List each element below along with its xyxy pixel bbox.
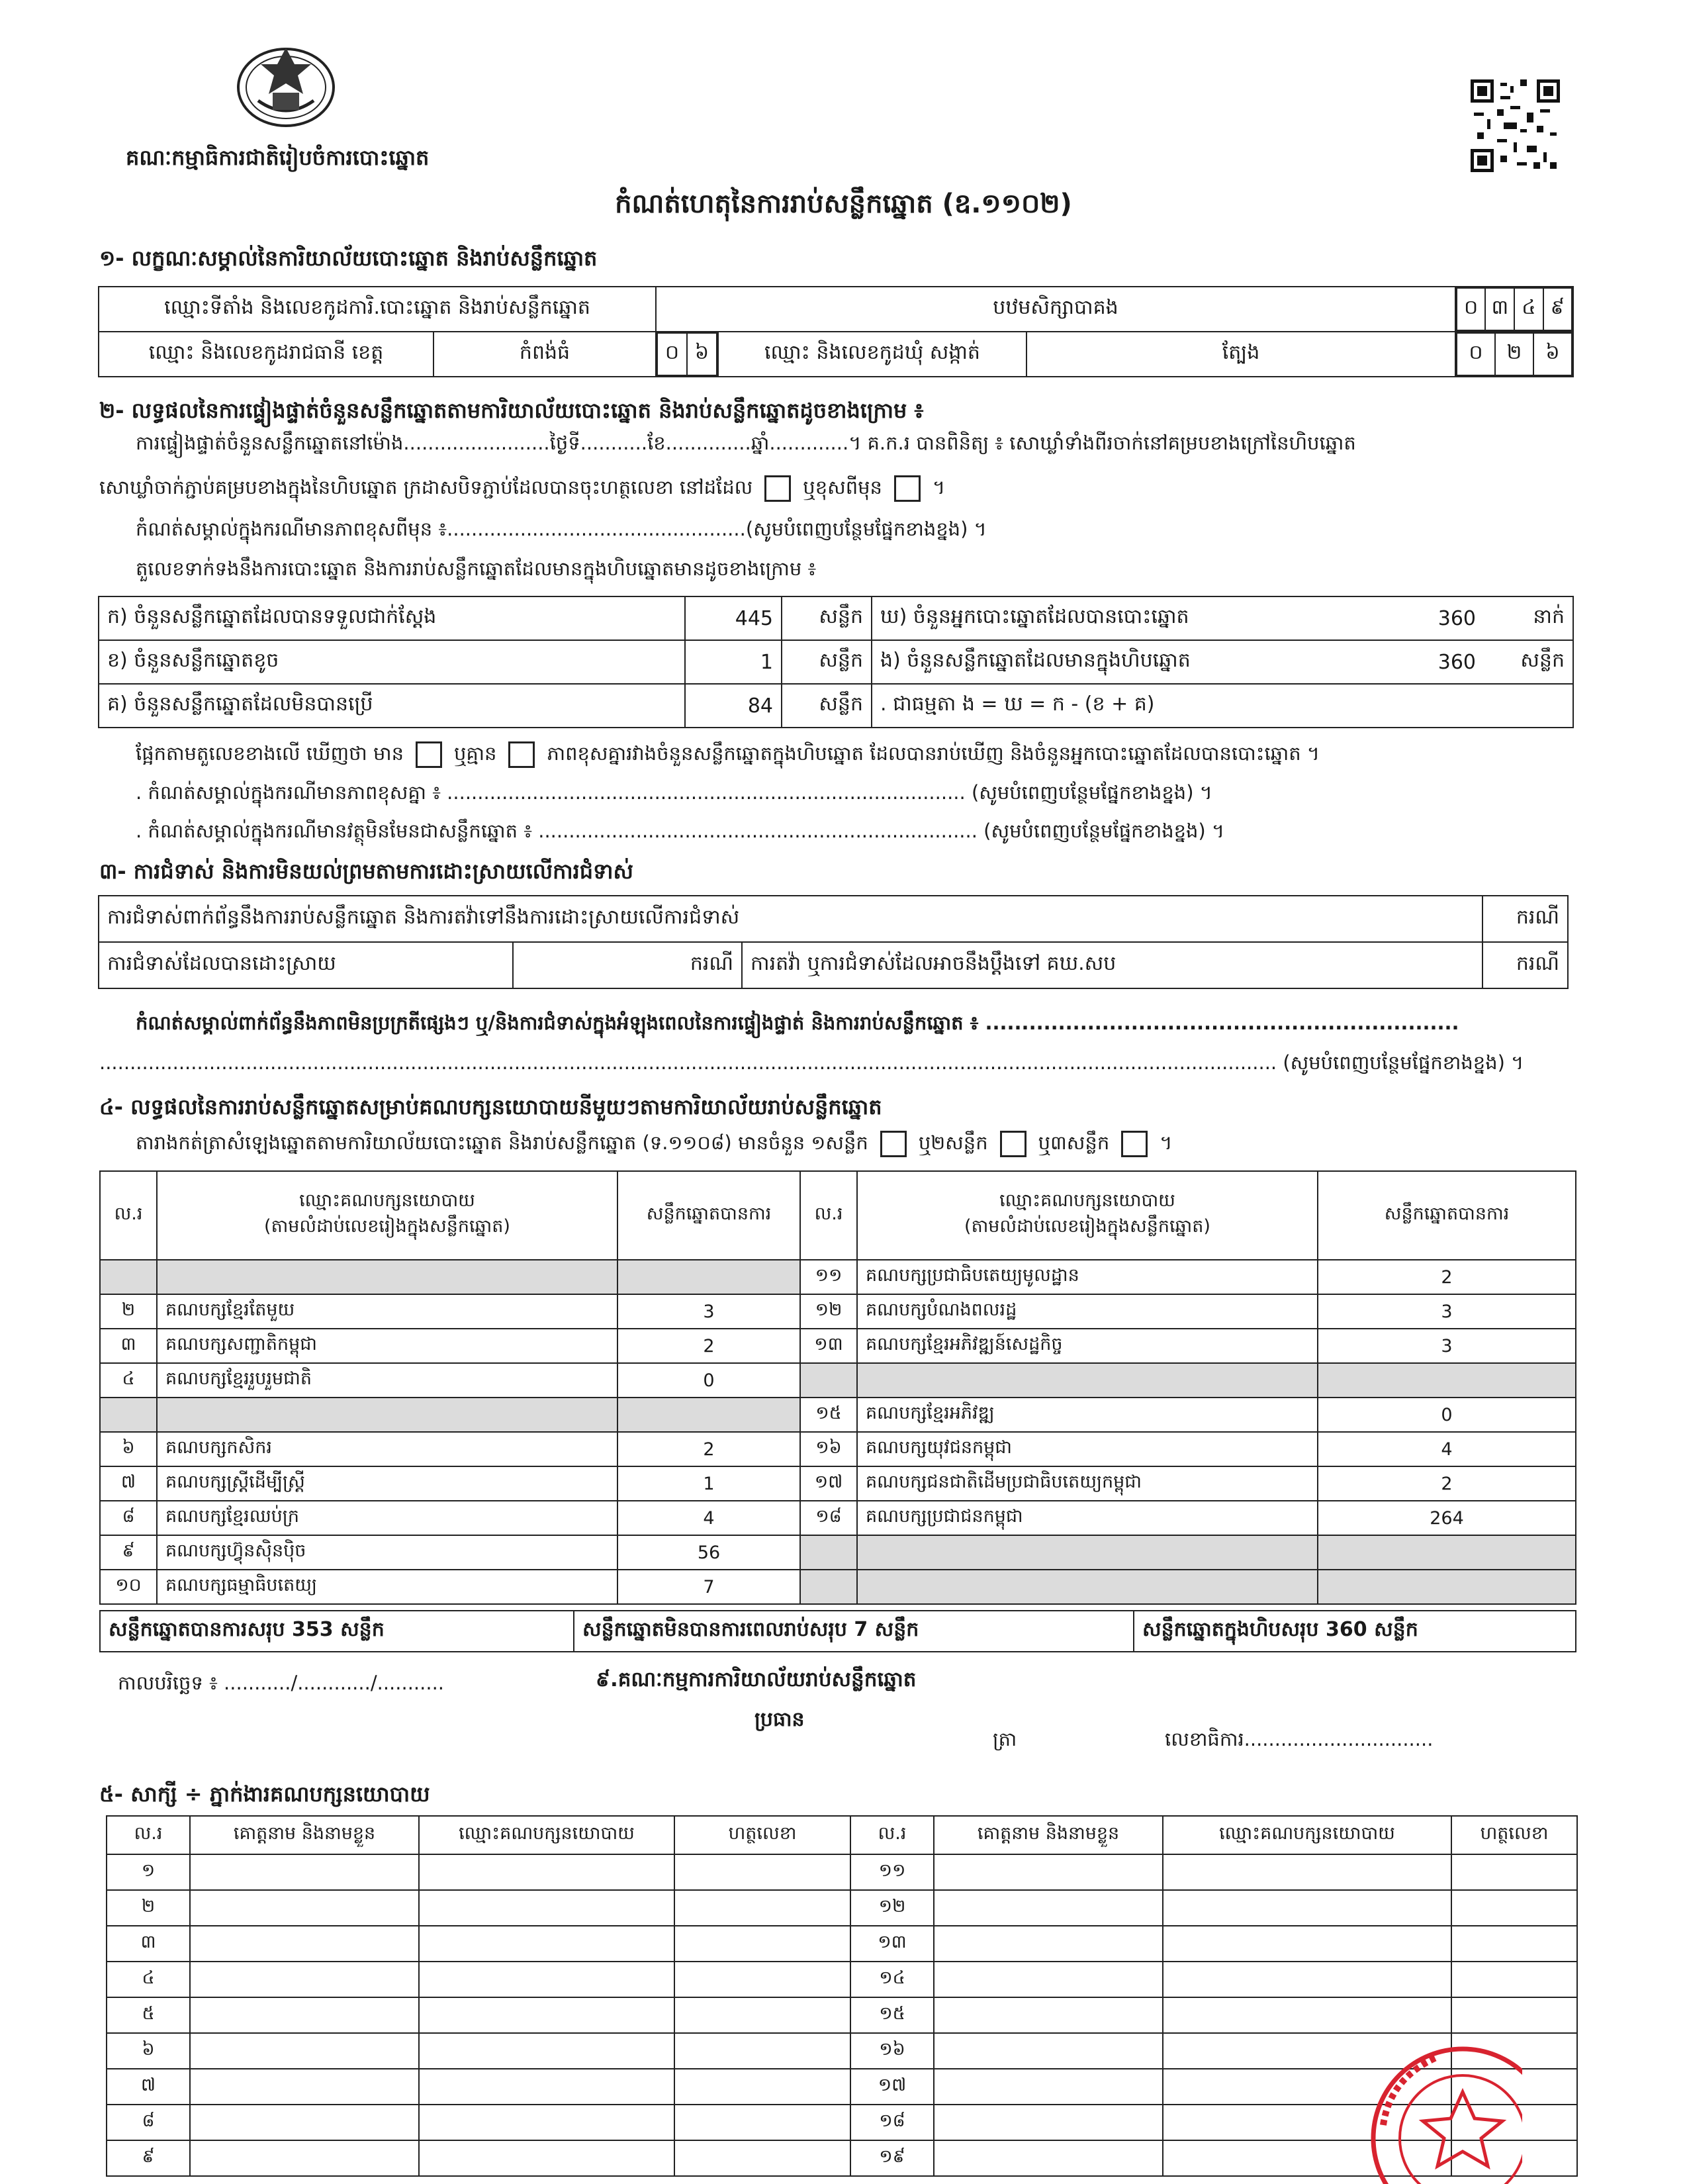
witness-no: ៩ [107,2140,190,2176]
party-no: ៨ [100,1501,157,1535]
witness-party-cell[interactable] [419,1926,674,1962]
party-name: គណបក្សប្រជាជនកម្ពុជា [857,1501,1318,1535]
station-code-digit: ៣ [1485,288,1514,330]
witness-party-cell[interactable] [1163,1890,1451,1926]
party-no: ១៥ [800,1398,857,1432]
party-votes: 3 [1318,1329,1576,1363]
party-votes: 264 [1318,1501,1576,1535]
has-discrepancy-checkbox[interactable] [416,741,442,768]
changed-label: ឬខុសពីមុន [803,476,882,499]
party-votes: 4 [1318,1432,1576,1466]
section1-heading: ១- លក្ខណៈសម្គាល់នៃការិយាល័យបោះឆ្នោត និងរាប់សន្លឹកឆ្នោត [99,246,598,271]
formula: . ជាធម្មតា ង = ឃ = ក - (ខ + គ) [872,684,1573,728]
witness-party-cell[interactable] [419,2033,674,2069]
witness-party-cell[interactable] [419,1854,674,1890]
witness-sign-cell[interactable] [674,1926,850,1962]
col-header-party-line2: (តាមលំដាប់លេខរៀងក្នុងសន្លឹកឆ្នោត) [964,1216,1210,1237]
witness-name-cell[interactable] [190,1854,419,1890]
witness-sign-cell[interactable] [1451,1962,1577,1997]
party-votes: 4 [617,1501,800,1535]
section4-heading: ៤- លទ្ធផលនៃការរាប់សន្លឹកឆ្នោតសម្រាប់គណបក្សនយោបាយនីមួយៗតាមការិយាល័យរាប់សន្លឹកឆ្នោត [99,1094,882,1119]
witness-sign-cell[interactable] [1451,1854,1577,1890]
col-header-no: ល.រ [800,1171,857,1260]
witness-col-name: គោត្តនាម និងនាមខ្លួន [190,1816,419,1854]
irregularity-note: កំណត់សម្គាល់ពាក់ព័ន្ធនឹងភាពមិនប្រក្រតីផ្សេងៗ ឬ/និងការជំទាស់ក្នុងអំឡុងពេលនៃការផ្ទៀងផ្ទាត់ និងការរាប់សន្លឹកឆ្នោត ៖ ................................................................. [136,1012,1459,1034]
col-header-party [857,1171,1318,1260]
same-checkbox[interactable] [764,475,791,502]
witness-no: ១ [107,1854,190,1890]
commune-code-digit: ៦ [1533,333,1572,375]
party-name: គណបក្សខ្មែរអភិវឌ្ឍ [857,1398,1318,1432]
tally-sheet-line [136,1131,1172,1159]
seal-line-end: ។ [932,476,946,499]
party-name: គណបក្សប្រជាធិបតេយ្យមូលដ្ឋាន [857,1260,1318,1294]
witness-col-sign: ហត្ថលេខា [674,1816,850,1854]
seal-label: ត្រា [993,1728,1017,1750]
party-votes: 7 [617,1570,800,1604]
two-sheets-label: ឬ២សន្លឹក [918,1131,988,1154]
party-votes [617,1398,800,1432]
witness-party-cell[interactable] [1163,1854,1451,1890]
witness-party-cell[interactable] [419,2140,674,2176]
party-results-table [99,1170,1576,1605]
total-valid: សន្លឹកឆ្នោតបានការសរុប 353 សន្លឹក [100,1611,574,1652]
witness-no: ១៣ [850,1926,934,1962]
party-name: គណបក្សខ្មែរតែមួយ [157,1294,617,1329]
witness-no: ៧ [107,2069,190,2105]
commune-name: ត្បែង [1026,332,1455,377]
party-no: ៧ [100,1466,157,1501]
seal-line [99,475,945,504]
witness-no: ៨ [107,2105,190,2140]
witness-name-cell[interactable] [190,1997,419,2033]
col-header-votes: សន្លឹកឆ្នោតបានការ [1318,1171,1576,1260]
witness-sign-cell[interactable] [1451,1997,1577,2033]
objections-total-label: ការជំទាស់ពាក់ព័ន្ធនឹងការរាប់សន្លឹកឆ្នោត និងការតវ៉ាទៅនឹងការដោះស្រាយលើការជំទាស់ [99,896,1482,942]
witness-name-cell[interactable] [934,1997,1163,2033]
figures-table [98,596,1574,728]
witness-no: ១៩ [850,2140,934,2176]
party-votes: 0 [1318,1398,1576,1432]
col-header-party-line2: (តាមលំដាប់លេខរៀងក្នុងសន្លឹកឆ្នោត) [264,1216,510,1237]
party-name [157,1398,617,1432]
party-votes: 3 [1318,1294,1576,1329]
witness-party-cell[interactable] [1163,1962,1451,1997]
station-label: ឈ្មោះទីតាំង និងលេខកូដការិ.បោះឆ្នោត និងរាប់សន្លឹកឆ្នោត [99,287,656,332]
party-votes: 56 [617,1535,800,1570]
figure-label: ខ) ចំនួនសន្លឹកឆ្នោតខូច [99,640,685,684]
witness-name-cell[interactable] [190,1962,419,1997]
party-no: ៩ [100,1535,157,1570]
difference-note: កំណត់សម្គាល់ក្នុងករណីមានភាពខុសពីមុន ៖.................................................(សូមបំពេញបន្ថែមផ្នែកខាងខ្នង) ។ [136,518,987,540]
party-name: គណបក្សខ្មែរអភិវឌ្ឍន៍សេដ្ឋកិច្ច [857,1329,1318,1363]
witness-col-party: ឈ្មោះគណបក្សនយោបាយ [1163,1816,1451,1854]
party-name: គណបក្សស្ត្រីដើម្បីស្ត្រី [157,1466,617,1501]
witness-name-cell[interactable] [190,2033,419,2069]
no-discrepancy-checkbox[interactable] [508,741,535,768]
party-votes [1318,1570,1576,1604]
witness-name-cell[interactable] [934,1890,1163,1926]
figure-unit: នាក់ [1484,596,1573,640]
station-code-digit: ០ [1457,288,1485,330]
date-line: កាលបរិច្ឆេទ ៖ .........../............/........... [118,1672,444,1694]
emblem-logo [232,34,341,134]
witness-name-cell[interactable] [934,1926,1163,1962]
witness-sign-cell[interactable] [1451,1890,1577,1926]
totals-table [99,1610,1576,1652]
party-name: គណបក្សហ៊្វុនស៊ិនប៉ិច [157,1535,617,1570]
discrepancy-prefix: ផ្អែកតាមតួលេខខាងលើ ឃើញថា មាន [136,742,404,765]
party-votes: 2 [617,1432,800,1466]
witness-sign-cell[interactable] [674,2105,850,2140]
province-code-digit: ០ [657,333,687,375]
org-name: គណៈកម្មាធិការជាតិរៀបចំការបោះឆ្នោត [126,145,430,170]
figure-value: 84 [685,684,782,728]
witness-party-cell[interactable] [419,1962,674,1997]
party-name: គណបក្សសញ្ជាតិកម្ពុជា [157,1329,617,1363]
figure-unit: សន្លឹក [782,684,872,728]
discrepancy-note: . កំណត់សម្គាល់ក្នុងករណីមានភាពខុសគ្នា ៖ ..................................................................................... (សូមបំពេញបន្ថែមផ្នែកខាងខ្នង) ។ [136,781,1212,804]
three-sheets-label: ឬ៣សន្លឹក [1038,1131,1110,1154]
party-name [857,1535,1318,1570]
witness-party-cell[interactable] [1163,1997,1451,2033]
party-votes [1318,1535,1576,1570]
appealable-label: ការតវ៉ា ឬការជំទាស់ដែលអាចនឹងប្តឹងទៅ គឃ.សប [742,942,1482,988]
witness-no: ១៥ [850,1997,934,2033]
verification-line: ការផ្ទៀងផ្ទាត់ចំនួនសន្លឹកឆ្នោតនៅម៉ោង........................ថ្ងៃទី...........ខែ..............ឆ្នាំ.............។ គ.ក.រ បានពិនិត្យ ៖ សោឃ្លាំទាំងពីរចាក់នៅគម្របខាងក្រៅនៃហិបឆ្នោត [136,432,1356,454]
witness-name-cell[interactable] [190,2105,419,2140]
party-no: ៤ [100,1363,157,1398]
witness-no: ១២ [850,1890,934,1926]
witness-name-cell[interactable] [934,1854,1163,1890]
party-no: ៦ [100,1432,157,1466]
party-no: ៣ [100,1329,157,1363]
irregularity-note-cont: ................................................................................................................................................................................................. (សូមបំពេញបន្ថែមផ្នែកខាងខ្នង) ។ [99,1051,1524,1074]
witness-name-cell[interactable] [934,2140,1163,2176]
col-header-votes: សន្លឹកឆ្នោតបានការ [617,1171,800,1260]
party-votes: 2 [1318,1260,1576,1294]
foreign-object-note: . កំណត់សម្គាល់ក្នុងករណីមានវត្ថុមិនមែនជាសន្លឹកឆ្នោត ៖ ........................................................................ (សូមបំពេញបន្ថែមផ្នែកខាងខ្នង) ។ [136,820,1225,842]
witness-no: ១១ [850,1854,934,1890]
party-no: ១១ [800,1260,857,1294]
witness-party-cell[interactable] [1163,1926,1451,1962]
witness-sign-cell[interactable] [674,1890,850,1926]
qr-code [1471,79,1560,172]
witness-sign-cell[interactable] [674,1854,850,1890]
figure-label: គ) ចំនួនសន្លឹកឆ្នោតដែលមិនបានប្រើ [99,684,685,728]
party-no: ១៣ [800,1329,857,1363]
party-votes: 0 [617,1363,800,1398]
commune-code-digit: ០ [1457,333,1495,375]
witness-name-cell[interactable] [934,2069,1163,2105]
witness-name-cell[interactable] [190,1890,419,1926]
party-no [800,1363,857,1398]
party-votes [1318,1363,1576,1398]
party-no [800,1570,857,1604]
party-no [100,1398,157,1432]
party-name: គណបក្សខ្មែរឈប់ក្រ [157,1501,617,1535]
party-votes: 2 [1318,1466,1576,1501]
witness-no: ១៨ [850,2105,934,2140]
three-sheets-checkbox[interactable] [1121,1131,1148,1157]
party-votes: 2 [617,1329,800,1363]
witness-no: ៦ [107,2033,190,2069]
total-in-box: សន្លឹកឆ្នោតក្នុងហិបសរុប 360 សន្លឹក [1134,1611,1576,1652]
party-votes: 1 [617,1466,800,1501]
appealable-unit: ករណី [1482,942,1568,988]
resolved-unit: ករណី [513,942,742,988]
party-name: គណបក្សយុវជនកម្ពុជា [857,1432,1318,1466]
witness-table [106,1815,1578,2177]
col-header-no: ល.រ [100,1171,157,1260]
witness-party-cell[interactable] [419,1997,674,2033]
tally-sheet-end: ។ [1160,1131,1173,1154]
station-code-digit: ៤ [1514,288,1543,330]
figure-label: ក) ចំនួនសន្លឹកឆ្នោតដែលបានទទួលជាក់ស្តែង [99,596,685,640]
secretary-line: លេខាធិការ............................... [1165,1728,1434,1750]
party-no: ១០ [100,1570,157,1604]
official-stamp [1363,2039,1522,2184]
party-no: ១៧ [800,1466,857,1501]
party-votes: 3 [617,1294,800,1329]
party-no: ១២ [800,1294,857,1329]
party-name [857,1570,1318,1604]
party-no [800,1535,857,1570]
station-name: បឋមសិក្សាបាគង [656,287,1455,332]
objections-total-unit: ករណី [1482,896,1568,942]
witness-no: ២ [107,1890,190,1926]
resolved-label: ការជំទាស់ដែលបានដោះស្រាយ [99,942,513,988]
col-header-party-line1: ឈ្មោះគណបក្សនយោបាយ [299,1190,475,1211]
witness-sign-cell[interactable] [674,2033,850,2069]
witness-party-cell[interactable] [419,2105,674,2140]
witness-sign-cell[interactable] [674,1997,850,2033]
col-header-party-line1: ឈ្មោះគណបក្សនយោបាយ [999,1190,1175,1211]
figures-intro: តួលេខទាក់ទងនឹងការបោះឆ្នោត និងការរាប់សន្លឹកឆ្នោតដែលមានក្នុងហិបឆ្នោតមានដូចខាងក្រោម ៖ [136,557,817,580]
witness-sign-cell[interactable] [1451,1926,1577,1962]
party-name: គណបក្សធម្មាធិបតេយ្យ [157,1570,617,1604]
changed-checkbox[interactable] [894,475,921,502]
province-name: កំពង់ធំ [433,332,656,377]
witness-sign-cell[interactable] [674,2069,850,2105]
discrepancy-suffix: ភាពខុសគ្នារវាងចំនួនសន្លឹកឆ្នោតក្នុងហិបឆ្នោត ដែលបានរាប់ឃើញ និងចំនួនអ្នកបោះឆ្នោតដែលបានបោះឆ្នោត ។ [547,742,1320,765]
party-name [157,1260,617,1294]
form-title: កំណត់ហេតុនៃការរាប់សន្លឹកឆ្នោត (ឧ.១១០២) [615,189,1072,219]
figure-label: ឃ) ចំនួនអ្នកបោះឆ្នោតដែលបានបោះឆ្នោត [872,596,1318,640]
objections-table [98,895,1569,989]
witness-no: ៥ [107,1997,190,2033]
chair-label: ប្រធាន [754,1708,805,1731]
section5-heading: ៥- សាក្សី ÷ ភ្នាក់ងារគណបក្សនយោបាយ [99,1781,430,1807]
figure-value: 360 [1318,640,1484,684]
witness-name-cell[interactable] [190,1926,419,1962]
party-no: ១៨ [800,1501,857,1535]
party-name: គណបក្សជនជាតិដើមប្រជាធិបតេយ្យកម្ពុជា [857,1466,1318,1501]
two-sheets-checkbox[interactable] [1000,1131,1026,1157]
witness-name-cell[interactable] [934,1962,1163,1997]
party-name: គណបក្សកសិករ [157,1432,617,1466]
party-name: គណបក្សបំណងពលរដ្ឋ [857,1294,1318,1329]
party-no: ២ [100,1294,157,1329]
figure-label: ង) ចំនួនសន្លឹកឆ្នោតដែលមានក្នុងហិបឆ្នោត [872,640,1318,684]
seal-line-text: សោឃ្លាំចាក់ភ្ជាប់គម្របខាងក្នុងនៃហិបឆ្នោត ក្រដាសបិទភ្ជាប់ដែលបានចុះហត្ថលេខា នៅដដែល [99,476,753,499]
figure-unit: សន្លឹក [782,596,872,640]
total-invalid: សន្លឹកឆ្នោតមិនបានការពេលរាប់សរុប 7 សន្លឹក [574,1611,1134,1652]
tally-sheet-text: តារាងកត់ត្រាសំឡេងឆ្នោតតាមការិយាល័យបោះឆ្នោត និងរាប់សន្លឹកឆ្នោត (ទ.១១០៨) មានចំនួន ១សន្លឹក [136,1131,868,1154]
col-header-party [157,1171,617,1260]
party-name [857,1363,1318,1398]
party-votes [617,1260,800,1294]
witness-col-no: ល.រ [107,1816,190,1854]
section2-heading: ២- លទ្ធផលនៃការផ្ទៀងផ្ទាត់ចំនួនសន្លឹកឆ្នោតតាមការិយាល័យបោះឆ្នោត និងរាប់សន្លឹកឆ្នោតដូចខាងក្រោម ៖ [99,398,924,423]
commune-label: ឈ្មោះ និងលេខកូដឃុំ សង្កាត់ [718,332,1026,377]
figure-unit: សន្លឹក [1484,640,1573,684]
station-table [98,286,1574,377]
witness-col-no: ល.រ [850,1816,934,1854]
commune-code-digit: ២ [1495,333,1533,375]
witness-no: ១៧ [850,2069,934,2105]
party-no: ១៦ [800,1432,857,1466]
station-code-digit: ៩ [1543,288,1572,330]
witness-no: ១៤ [850,1962,934,1997]
committee-label: ៩.គណៈកម្មការការិយាល័យរាប់សន្លឹកឆ្នោត [596,1668,917,1691]
witness-no: ៣ [107,1926,190,1962]
witness-name-cell[interactable] [190,2140,419,2176]
province-label: ឈ្មោះ និងលេខកូដរាជធានី ខេត្ត [99,332,433,377]
one-sheet-checkbox[interactable] [880,1131,907,1157]
witness-col-sign: ហត្ថលេខា [1451,1816,1577,1854]
figure-value: 360 [1318,596,1484,640]
witness-name-cell[interactable] [934,2105,1163,2140]
party-name: គណបក្សខ្មែររួបរួមជាតិ [157,1363,617,1398]
witness-no: ៤ [107,1962,190,1997]
witness-party-cell[interactable] [419,1890,674,1926]
witness-no: ១៦ [850,2033,934,2069]
province-code-digit: ៦ [687,333,717,375]
witness-sign-cell[interactable] [674,1962,850,1997]
witness-name-cell[interactable] [190,2069,419,2105]
witness-col-name: គោត្តនាម និងនាមខ្លួន [934,1816,1163,1854]
no-discrepancy-label: ឬគ្មាន [454,742,497,765]
witness-party-cell[interactable] [419,2069,674,2105]
discrepancy-line [136,741,1320,770]
witness-name-cell[interactable] [934,2033,1163,2069]
witness-col-party: ឈ្មោះគណបក្សនយោបាយ [419,1816,674,1854]
figure-value: 445 [685,596,782,640]
figure-unit: សន្លឹក [782,640,872,684]
figure-value: 1 [685,640,782,684]
party-no [100,1260,157,1294]
section3-heading: ៣- ការជំទាស់ និងការមិនយល់ព្រមតាមការដោះស្រាយលើការជំទាស់ [99,859,633,884]
witness-sign-cell[interactable] [674,2140,850,2176]
